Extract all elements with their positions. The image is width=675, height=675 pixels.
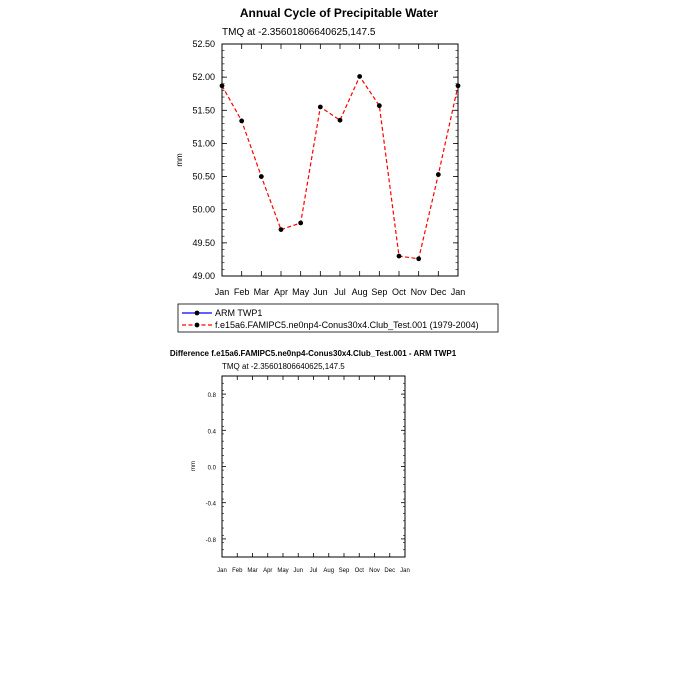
data-point	[338, 118, 343, 123]
y-tick-label: 0.4	[207, 429, 216, 436]
y-tick-label: 0.0	[207, 465, 216, 472]
x-tick-label: Apr	[263, 568, 273, 574]
x-tick-label: Feb	[233, 287, 250, 297]
data-point	[239, 118, 244, 123]
legend-label-arm: ARM TWP1	[215, 308, 263, 318]
x-tick-label: Sep	[338, 568, 350, 574]
y-tick-label: 49.00	[192, 271, 215, 281]
axis-ticks	[192, 39, 465, 297]
chart-subtitle: TMQ at -2.35601806640625,147.5	[222, 27, 376, 38]
x-tick-label: Jul	[309, 568, 318, 574]
difference-axis-ticks	[206, 376, 410, 574]
plot-frame	[222, 44, 458, 276]
series-line	[222, 76, 458, 258]
data-point	[416, 256, 421, 261]
legend-label-model: f.e15a6.FAMIPC5.ne0np4-Conus30x4.Club_Test.001 (1979-2004)	[215, 320, 479, 330]
data-point	[259, 174, 264, 179]
x-tick-label: Dec	[384, 568, 396, 574]
x-tick-label: Sep	[371, 287, 388, 297]
legend-marker-model	[195, 323, 200, 328]
data-point	[298, 221, 303, 226]
difference-chart	[170, 349, 457, 574]
y-tick-label: 0.8	[207, 393, 216, 400]
x-tick-label: May	[277, 568, 289, 574]
difference-plot-frame	[222, 376, 405, 557]
data-point	[397, 254, 402, 259]
x-tick-label: Nov	[369, 568, 380, 574]
legend-marker-arm	[195, 311, 200, 316]
x-tick-label: Jan	[400, 568, 410, 574]
data-point	[357, 74, 362, 79]
y-tick-label: 51.50	[192, 105, 215, 116]
x-tick-label: May	[292, 287, 310, 297]
data-point	[279, 227, 284, 232]
x-tick-label: Nov	[410, 287, 427, 297]
x-tick-label: Jan	[217, 568, 227, 574]
x-tick-label: Aug	[351, 287, 368, 297]
data-point	[220, 83, 225, 88]
x-tick-label: Apr	[273, 287, 289, 297]
data-point	[377, 103, 382, 108]
y-tick-label: 51.00	[192, 138, 215, 149]
y-tick-label: 50.00	[192, 204, 215, 215]
y-tick-label: 52.50	[192, 39, 215, 49]
legend	[178, 304, 498, 332]
difference-y-axis-label: mm	[191, 461, 197, 471]
data-point	[436, 172, 441, 177]
y-tick-label: -0.4	[205, 501, 216, 508]
y-axis-label: mm	[175, 153, 184, 167]
x-tick-label: Mar	[247, 568, 258, 574]
x-tick-label: Oct	[391, 287, 407, 297]
x-tick-label: Oct	[354, 568, 364, 574]
y-tick-label: -0.8	[205, 537, 216, 544]
y-tick-label: 50.50	[192, 171, 215, 182]
x-tick-label: Dec	[430, 287, 447, 297]
x-tick-label: Jun	[293, 568, 304, 574]
x-tick-label: Jan	[214, 287, 230, 297]
chart-title: Annual Cycle of Precipitable Water	[239, 6, 439, 20]
x-tick-label: Jan	[450, 287, 466, 297]
x-tick-label: Jul	[334, 287, 346, 297]
x-tick-label: Mar	[253, 287, 270, 297]
x-tick-label: Aug	[323, 568, 335, 574]
data-point	[456, 83, 461, 88]
y-tick-label: 49.50	[192, 237, 215, 248]
data-point	[318, 105, 323, 110]
series-layer	[220, 74, 461, 261]
x-tick-label: Feb	[232, 568, 243, 574]
difference-title: Difference f.e15a6.FAMIPC5.ne0np4-Conus30x4.Club_Test.001 - ARM TWP1	[169, 349, 457, 358]
annual-cycle-chart	[175, 6, 465, 297]
difference-subtitle: TMQ at -2.35601806640625,147.5	[222, 362, 345, 371]
x-tick-label: Jun	[313, 287, 328, 297]
y-tick-label: 52.00	[192, 72, 215, 83]
